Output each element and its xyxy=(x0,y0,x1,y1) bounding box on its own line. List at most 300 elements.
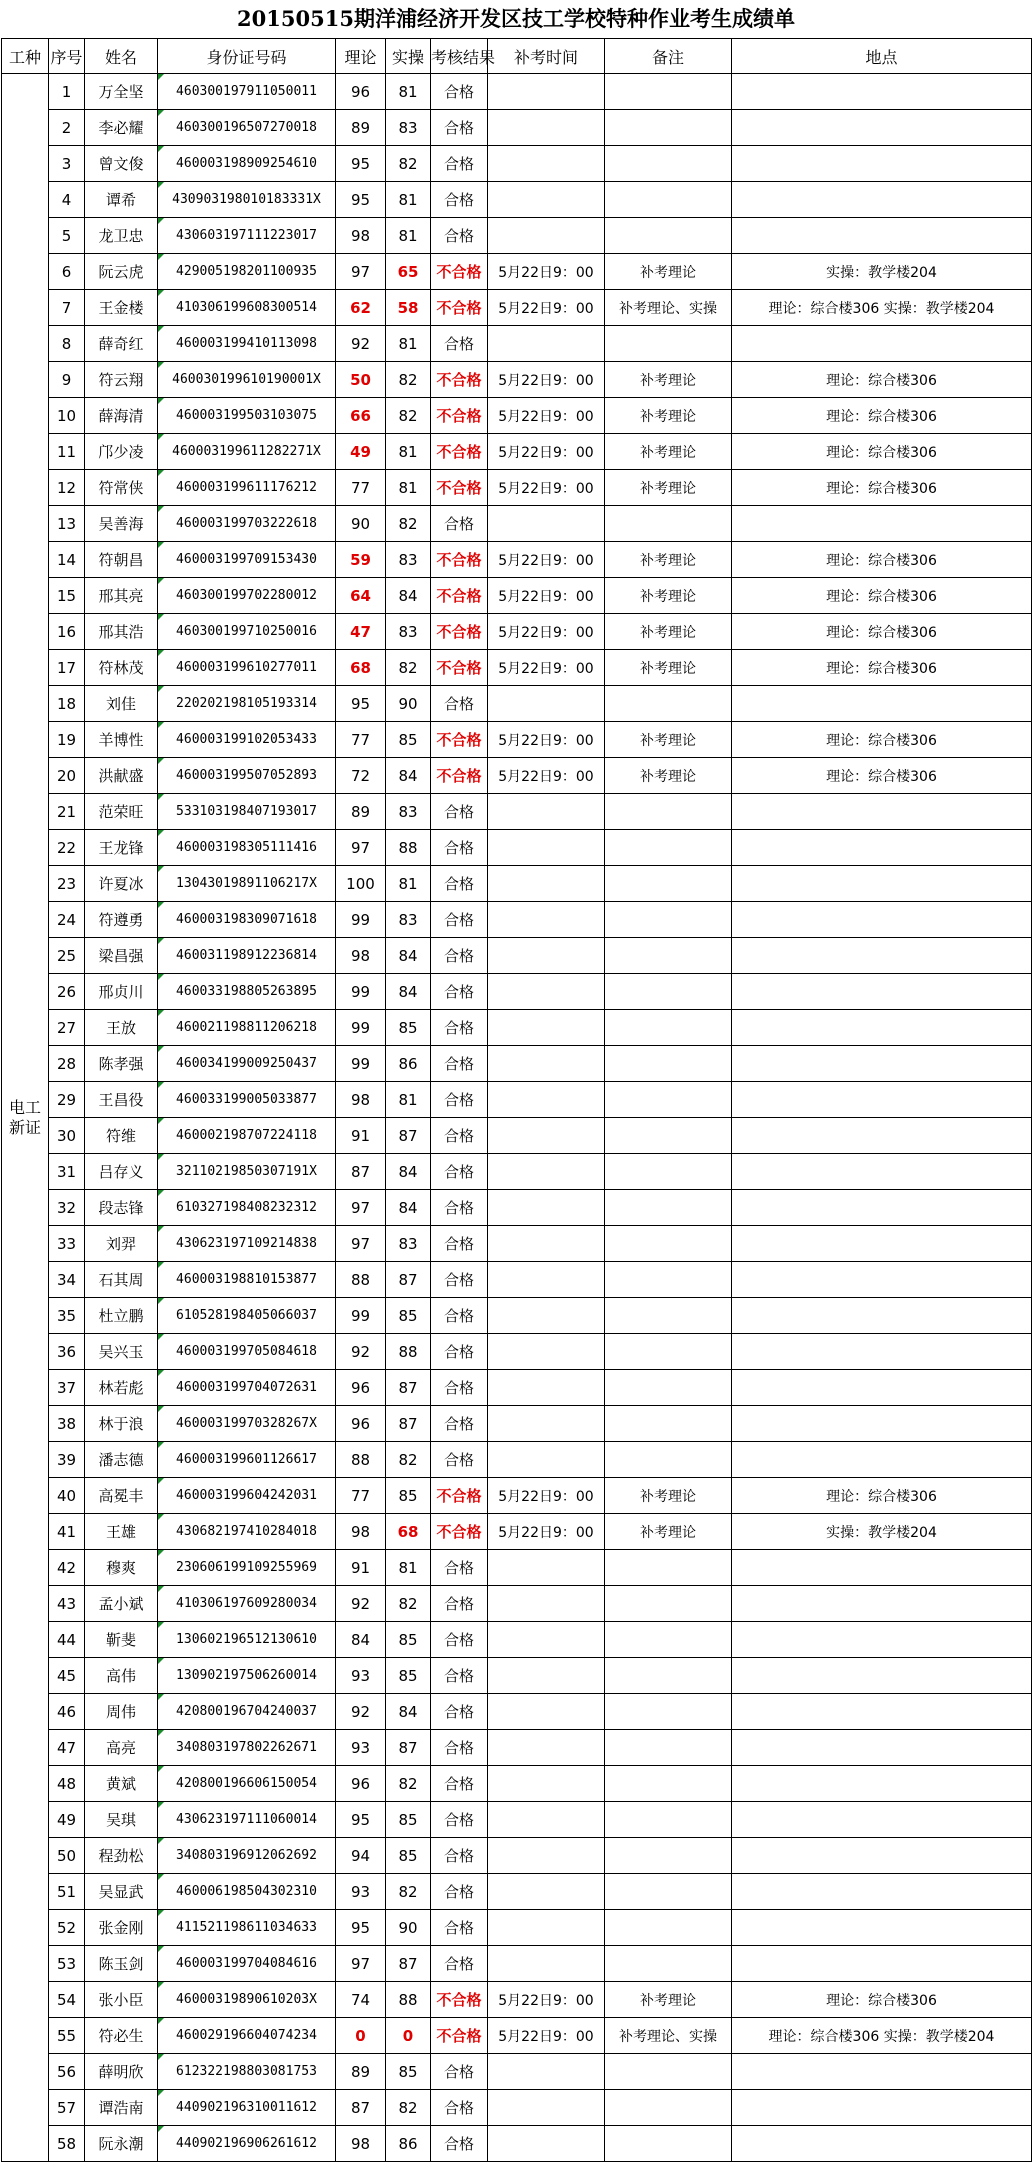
cell-location xyxy=(732,1442,1032,1478)
cell-practice: 82 xyxy=(386,506,431,542)
cell-name: 王昌役 xyxy=(85,1082,158,1118)
cell-remarks xyxy=(605,1046,732,1082)
cell-remarks xyxy=(605,1694,732,1730)
cell-id-number: 46000319890610203X xyxy=(158,1982,336,2018)
cell-result: 合格 xyxy=(431,1550,488,1586)
cell-retake-time: 5月22日9：00 xyxy=(488,362,605,398)
cell-remarks xyxy=(605,1550,732,1586)
cell-remarks xyxy=(605,686,732,722)
cell-retake-time xyxy=(488,902,605,938)
cell-seq: 47 xyxy=(49,1730,85,1766)
cell-theory: 99 xyxy=(336,1298,386,1334)
cell-practice: 65 xyxy=(386,254,431,290)
cell-result: 合格 xyxy=(431,1730,488,1766)
table-row xyxy=(2,1226,1032,1262)
cell-name: 王金楼 xyxy=(85,290,158,326)
cell-retake-time xyxy=(488,506,605,542)
cell-remarks xyxy=(605,1406,732,1442)
cell-name: 薛海清 xyxy=(85,398,158,434)
cell-seq: 11 xyxy=(49,434,85,470)
cell-retake-time xyxy=(488,74,605,110)
table-row xyxy=(2,1082,1032,1118)
table-row xyxy=(2,1478,1032,1514)
cell-result: 合格 xyxy=(431,1298,488,1334)
table-row xyxy=(2,1946,1032,1982)
table-row xyxy=(2,1046,1032,1082)
cell-theory: 68 xyxy=(336,650,386,686)
table-row xyxy=(2,542,1032,578)
cell-name: 段志锋 xyxy=(85,1190,158,1226)
table-row xyxy=(2,830,1032,866)
cell-seq: 2 xyxy=(49,110,85,146)
cell-remarks: 补考理论 xyxy=(605,1514,732,1550)
cell-practice: 82 xyxy=(386,1874,431,1910)
table-row xyxy=(2,1010,1032,1046)
cell-location xyxy=(732,938,1032,974)
cell-seq: 15 xyxy=(49,578,85,614)
cell-name: 薛奇红 xyxy=(85,326,158,362)
cell-location xyxy=(732,1802,1032,1838)
cell-location xyxy=(732,1586,1032,1622)
cell-theory: 98 xyxy=(336,1082,386,1118)
cell-theory: 96 xyxy=(336,1406,386,1442)
cell-name: 吴善海 xyxy=(85,506,158,542)
cell-practice: 87 xyxy=(386,1946,431,1982)
cell-seq: 10 xyxy=(49,398,85,434)
cell-location xyxy=(732,1190,1032,1226)
cell-location: 理论：综合楼306 xyxy=(732,1478,1032,1514)
cell-theory: 0 xyxy=(336,2018,386,2054)
cell-practice: 84 xyxy=(386,578,431,614)
cell-practice: 83 xyxy=(386,110,431,146)
cell-retake-time xyxy=(488,1226,605,1262)
cell-location xyxy=(732,1226,1032,1262)
table-row xyxy=(2,1694,1032,1730)
cell-practice: 84 xyxy=(386,758,431,794)
cell-id-number: 460300199702280012 xyxy=(158,578,336,614)
cell-id-number: 46000319970328267X xyxy=(158,1406,336,1442)
cell-remarks xyxy=(605,1802,732,1838)
cell-theory: 91 xyxy=(336,1550,386,1586)
cell-id-number: 460003199507052893 xyxy=(158,758,336,794)
cell-result: 合格 xyxy=(431,866,488,902)
cell-retake-time xyxy=(488,1766,605,1802)
cell-name: 陈玉剑 xyxy=(85,1946,158,1982)
cell-result: 合格 xyxy=(431,2054,488,2090)
cell-practice: 81 xyxy=(386,1082,431,1118)
cell-id-number: 420800196606150054 xyxy=(158,1766,336,1802)
cell-name: 程劲松 xyxy=(85,1838,158,1874)
cell-id-number: 460006198504302310 xyxy=(158,1874,336,1910)
cell-remarks xyxy=(605,1442,732,1478)
cell-theory: 95 xyxy=(336,1802,386,1838)
table-row xyxy=(2,1118,1032,1154)
cell-result: 合格 xyxy=(431,1442,488,1478)
cell-location xyxy=(732,506,1032,542)
cell-id-number: 460003198909254610 xyxy=(158,146,336,182)
cell-id-number: 460003199601126617 xyxy=(158,1442,336,1478)
cell-practice: 82 xyxy=(386,362,431,398)
table-row xyxy=(2,2126,1032,2162)
cell-remarks xyxy=(605,1658,732,1694)
cell-location: 理论：综合楼306 xyxy=(732,398,1032,434)
table-row xyxy=(2,974,1032,1010)
cell-name: 谭希 xyxy=(85,182,158,218)
cell-result: 合格 xyxy=(431,110,488,146)
cell-id-number: 460034199009250437 xyxy=(158,1046,336,1082)
cell-retake-time xyxy=(488,1694,605,1730)
cell-practice: 87 xyxy=(386,1118,431,1154)
table-row xyxy=(2,1406,1032,1442)
cell-retake-time xyxy=(488,1010,605,1046)
cell-theory: 97 xyxy=(336,1190,386,1226)
cell-location: 理论：综合楼306 xyxy=(732,578,1032,614)
cell-id-number: 411521198611034633 xyxy=(158,1910,336,1946)
cell-practice: 81 xyxy=(386,434,431,470)
cell-result: 不合格 xyxy=(431,1478,488,1514)
cell-seq: 3 xyxy=(49,146,85,182)
cell-location: 理论：综合楼306 xyxy=(732,362,1032,398)
cell-practice: 90 xyxy=(386,1910,431,1946)
cell-result: 合格 xyxy=(431,1586,488,1622)
cell-result: 合格 xyxy=(431,1046,488,1082)
cell-theory: 92 xyxy=(336,1694,386,1730)
cell-retake-time: 5月22日9：00 xyxy=(488,470,605,506)
cell-theory: 99 xyxy=(336,974,386,1010)
cell-seq: 13 xyxy=(49,506,85,542)
cell-name: 黄斌 xyxy=(85,1766,158,1802)
cell-name: 邢其浩 xyxy=(85,614,158,650)
cell-remarks xyxy=(605,1370,732,1406)
cell-name: 吕存义 xyxy=(85,1154,158,1190)
cell-result: 合格 xyxy=(431,1154,488,1190)
table-row xyxy=(2,938,1032,974)
cell-result: 合格 xyxy=(431,830,488,866)
cell-location: 理论：综合楼306 xyxy=(732,614,1032,650)
cell-practice: 83 xyxy=(386,1226,431,1262)
cell-seq: 29 xyxy=(49,1082,85,1118)
table-row xyxy=(2,74,1032,110)
cell-remarks xyxy=(605,1298,732,1334)
cell-retake-time: 5月22日9：00 xyxy=(488,434,605,470)
cell-location xyxy=(732,74,1032,110)
cell-remarks: 补考理论 xyxy=(605,578,732,614)
table-row xyxy=(2,1730,1032,1766)
cell-retake-time xyxy=(488,938,605,974)
table-row xyxy=(2,470,1032,506)
cell-name: 石其周 xyxy=(85,1262,158,1298)
cell-location: 实操：教学楼204 xyxy=(732,254,1032,290)
cell-result: 合格 xyxy=(431,1946,488,1982)
table-row xyxy=(2,326,1032,362)
cell-seq: 14 xyxy=(49,542,85,578)
table-row xyxy=(2,254,1032,290)
cell-result: 不合格 xyxy=(431,542,488,578)
cell-id-number: 230606199109255969 xyxy=(158,1550,336,1586)
cell-retake-time xyxy=(488,218,605,254)
cell-seq: 48 xyxy=(49,1766,85,1802)
cell-practice: 81 xyxy=(386,1550,431,1586)
cell-theory: 96 xyxy=(336,1370,386,1406)
cell-practice: 82 xyxy=(386,1442,431,1478)
cell-practice: 83 xyxy=(386,614,431,650)
cell-id-number: 460003198810153877 xyxy=(158,1262,336,1298)
cell-result: 合格 xyxy=(431,506,488,542)
cell-remarks xyxy=(605,74,732,110)
cell-practice: 85 xyxy=(386,1010,431,1046)
cell-location xyxy=(732,1082,1032,1118)
cell-result: 合格 xyxy=(431,2090,488,2126)
cell-result: 合格 xyxy=(431,938,488,974)
cell-seq: 34 xyxy=(49,1262,85,1298)
cell-id-number: 460003199503103075 xyxy=(158,398,336,434)
cell-remarks: 补考理论、实操 xyxy=(605,290,732,326)
cell-id-number: 460003199709153430 xyxy=(158,542,336,578)
cell-practice: 85 xyxy=(386,1838,431,1874)
cell-theory: 50 xyxy=(336,362,386,398)
cell-theory: 89 xyxy=(336,2054,386,2090)
table-row xyxy=(2,1550,1032,1586)
table-row xyxy=(2,902,1032,938)
cell-practice: 88 xyxy=(386,1334,431,1370)
cell-id-number: 460003199703222618 xyxy=(158,506,336,542)
cell-name: 刘羿 xyxy=(85,1226,158,1262)
cell-practice: 81 xyxy=(386,182,431,218)
cell-remarks xyxy=(605,506,732,542)
cell-id-number: 610327198408232312 xyxy=(158,1190,336,1226)
table-row xyxy=(2,1982,1032,2018)
table-row xyxy=(2,686,1032,722)
cell-location xyxy=(732,1694,1032,1730)
cell-theory: 91 xyxy=(336,1118,386,1154)
cell-practice: 88 xyxy=(386,1982,431,2018)
cell-practice: 85 xyxy=(386,1298,431,1334)
cell-remarks xyxy=(605,830,732,866)
cell-practice: 84 xyxy=(386,1154,431,1190)
cell-practice: 81 xyxy=(386,74,431,110)
cell-location xyxy=(732,1658,1032,1694)
cell-retake-time xyxy=(488,1802,605,1838)
cell-theory: 74 xyxy=(336,1982,386,2018)
cell-name: 李必耀 xyxy=(85,110,158,146)
cell-seq: 35 xyxy=(49,1298,85,1334)
cell-id-number: 460003198309071618 xyxy=(158,902,336,938)
cell-name: 许夏冰 xyxy=(85,866,158,902)
cell-remarks xyxy=(605,2090,732,2126)
table-row xyxy=(2,1262,1032,1298)
cell-id-number: 460033198805263895 xyxy=(158,974,336,1010)
cell-seq: 25 xyxy=(49,938,85,974)
cell-theory: 89 xyxy=(336,794,386,830)
cell-location xyxy=(732,2090,1032,2126)
cell-retake-time xyxy=(488,182,605,218)
cell-practice: 87 xyxy=(386,1730,431,1766)
cell-result: 合格 xyxy=(431,326,488,362)
cell-retake-time xyxy=(488,866,605,902)
cell-name: 符遵勇 xyxy=(85,902,158,938)
cell-name: 符常侠 xyxy=(85,470,158,506)
cell-practice: 85 xyxy=(386,722,431,758)
cell-result: 合格 xyxy=(431,1010,488,1046)
cell-practice: 85 xyxy=(386,2054,431,2090)
cell-id-number: 13043019891106217X xyxy=(158,866,336,902)
cell-id-number: 130602196512130610 xyxy=(158,1622,336,1658)
cell-retake-time xyxy=(488,794,605,830)
cell-practice: 85 xyxy=(386,1622,431,1658)
cell-theory: 77 xyxy=(336,722,386,758)
cell-seq: 49 xyxy=(49,1802,85,1838)
cell-location xyxy=(732,110,1032,146)
cell-retake-time xyxy=(488,1118,605,1154)
cell-id-number: 533103198407193017 xyxy=(158,794,336,830)
cell-practice: 82 xyxy=(386,1586,431,1622)
cell-id-number: 612322198803081753 xyxy=(158,2054,336,2090)
table-row xyxy=(2,182,1032,218)
cell-practice: 81 xyxy=(386,218,431,254)
header-retake-time: 补考时间 xyxy=(488,39,605,74)
cell-remarks: 补考理论 xyxy=(605,254,732,290)
cell-remarks xyxy=(605,146,732,182)
cell-result: 不合格 xyxy=(431,470,488,506)
header-row xyxy=(2,39,1032,74)
cell-id-number: 460003199611282271X xyxy=(158,434,336,470)
cell-retake-time: 5月22日9：00 xyxy=(488,722,605,758)
cell-practice: 84 xyxy=(386,1190,431,1226)
cell-seq: 44 xyxy=(49,1622,85,1658)
cell-remarks xyxy=(605,1226,732,1262)
cell-practice: 58 xyxy=(386,290,431,326)
table-row xyxy=(2,146,1032,182)
cell-remarks xyxy=(605,1622,732,1658)
cell-location: 理论：综合楼306 xyxy=(732,434,1032,470)
cell-seq: 42 xyxy=(49,1550,85,1586)
cell-practice: 81 xyxy=(386,470,431,506)
cell-practice: 87 xyxy=(386,1262,431,1298)
cell-seq: 12 xyxy=(49,470,85,506)
cell-remarks xyxy=(605,1154,732,1190)
cell-id-number: 220202198105193314 xyxy=(158,686,336,722)
cell-name: 潘志德 xyxy=(85,1442,158,1478)
cell-name: 符必生 xyxy=(85,2018,158,2054)
cell-id-number: 340803196912062692 xyxy=(158,1838,336,1874)
cell-location xyxy=(732,902,1032,938)
table-row xyxy=(2,1658,1032,1694)
cell-remarks xyxy=(605,1946,732,1982)
cell-theory: 99 xyxy=(336,1046,386,1082)
cell-location xyxy=(732,1298,1032,1334)
cell-practice: 87 xyxy=(386,1406,431,1442)
cell-id-number: 610528198405066037 xyxy=(158,1298,336,1334)
cell-seq: 9 xyxy=(49,362,85,398)
cell-location: 理论：综合楼306 xyxy=(732,722,1032,758)
cell-location xyxy=(732,1010,1032,1046)
cell-practice: 82 xyxy=(386,1766,431,1802)
cell-retake-time xyxy=(488,1910,605,1946)
cell-remarks: 补考理论 xyxy=(605,650,732,686)
cell-seq: 41 xyxy=(49,1514,85,1550)
cell-remarks: 补考理论 xyxy=(605,614,732,650)
cell-id-number: 460300197911050011 xyxy=(158,74,336,110)
cell-retake-time: 5月22日9：00 xyxy=(488,254,605,290)
cell-remarks xyxy=(605,2054,732,2090)
table-row xyxy=(2,434,1032,470)
cell-id-number: 410306197609280034 xyxy=(158,1586,336,1622)
table-row xyxy=(2,398,1032,434)
cell-remarks: 补考理论 xyxy=(605,1982,732,2018)
cell-seq: 22 xyxy=(49,830,85,866)
cell-theory: 77 xyxy=(336,470,386,506)
cell-theory: 93 xyxy=(336,1658,386,1694)
cell-name: 高伟 xyxy=(85,1658,158,1694)
cell-result: 不合格 xyxy=(431,722,488,758)
cell-retake-time: 5月22日9：00 xyxy=(488,758,605,794)
cell-theory: 99 xyxy=(336,1010,386,1046)
cell-location: 理论：综合楼306 xyxy=(732,470,1032,506)
cell-location xyxy=(732,974,1032,1010)
cell-practice: 84 xyxy=(386,1694,431,1730)
cell-theory: 59 xyxy=(336,542,386,578)
cell-practice: 83 xyxy=(386,542,431,578)
cell-theory: 97 xyxy=(336,830,386,866)
cell-practice: 87 xyxy=(386,1370,431,1406)
cell-name: 邝少凌 xyxy=(85,434,158,470)
cell-result: 不合格 xyxy=(431,650,488,686)
cell-id-number: 410306199608300514 xyxy=(158,290,336,326)
cell-retake-time xyxy=(488,2054,605,2090)
cell-theory: 95 xyxy=(336,146,386,182)
cell-name: 符维 xyxy=(85,1118,158,1154)
cell-remarks xyxy=(605,1010,732,1046)
cell-remarks: 补考理论 xyxy=(605,758,732,794)
cell-retake-time: 5月22日9：00 xyxy=(488,614,605,650)
cell-name: 杜立鹏 xyxy=(85,1298,158,1334)
cell-remarks xyxy=(605,1118,732,1154)
cell-location: 实操：教学楼204 xyxy=(732,1514,1032,1550)
table-row xyxy=(2,218,1032,254)
cell-remarks xyxy=(605,110,732,146)
table-row xyxy=(2,1334,1032,1370)
cell-location xyxy=(732,218,1032,254)
cell-theory: 98 xyxy=(336,938,386,974)
cell-name: 靳斐 xyxy=(85,1622,158,1658)
cell-result: 合格 xyxy=(431,1766,488,1802)
cell-result: 合格 xyxy=(431,974,488,1010)
table-row xyxy=(2,1910,1032,1946)
cell-id-number: 460003199704084616 xyxy=(158,1946,336,1982)
cell-retake-time: 5月22日9：00 xyxy=(488,1514,605,1550)
cell-seq: 54 xyxy=(49,1982,85,2018)
cell-location xyxy=(732,182,1032,218)
cell-retake-time xyxy=(488,974,605,1010)
cell-name: 符朝昌 xyxy=(85,542,158,578)
cell-remarks xyxy=(605,1082,732,1118)
cell-practice: 82 xyxy=(386,650,431,686)
cell-theory: 66 xyxy=(336,398,386,434)
cell-theory: 92 xyxy=(336,1586,386,1622)
cell-seq: 7 xyxy=(49,290,85,326)
trade-label: 新证 xyxy=(8,1117,41,1137)
header-name: 姓名 xyxy=(85,39,158,74)
cell-theory: 95 xyxy=(336,686,386,722)
table-row xyxy=(2,2090,1032,2126)
cell-result: 不合格 xyxy=(431,578,488,614)
cell-id-number: 460003198305111416 xyxy=(158,830,336,866)
cell-practice: 83 xyxy=(386,794,431,830)
cell-result: 合格 xyxy=(431,1118,488,1154)
cell-id-number: 460300199710250016 xyxy=(158,614,336,650)
cell-remarks: 补考理论 xyxy=(605,722,732,758)
cell-location xyxy=(732,1406,1032,1442)
